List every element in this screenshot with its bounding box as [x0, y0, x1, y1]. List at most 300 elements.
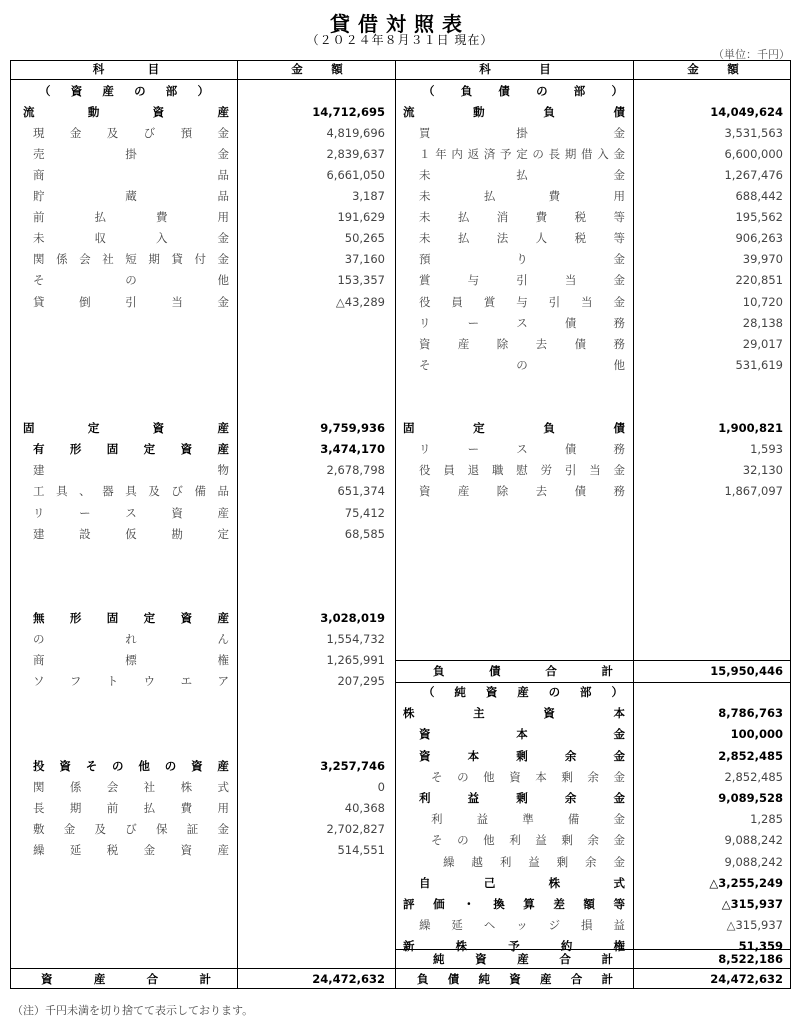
- net-assets-amount: 51,359: [738, 939, 783, 954]
- net-assets-label: [431, 809, 625, 830]
- label-char: の: [548, 685, 561, 699]
- label-char: 資: [180, 611, 193, 625]
- liabilities-row: [11, 228, 792, 249]
- label-char: 税: [574, 210, 587, 225]
- label-char: 株: [180, 779, 193, 794]
- label-char: 合: [559, 952, 571, 966]
- label-char: 払: [457, 210, 470, 225]
- liabilities-label: [419, 439, 625, 460]
- label-char: 流: [23, 104, 35, 119]
- assets-label: [33, 503, 229, 524]
- liabilities-amount: 6,600,000: [724, 146, 783, 161]
- label-char: 繰: [419, 918, 431, 933]
- header-kingaku-right-label: [673, 59, 753, 80]
- label-char: 貯: [33, 189, 45, 203]
- label-char: 産: [217, 104, 229, 119]
- label-char: 長: [548, 146, 561, 161]
- liabilities-row: [11, 397, 792, 418]
- label-char: 具: [56, 484, 68, 499]
- label-char: 金: [613, 748, 625, 763]
- label-char: 余: [564, 791, 577, 805]
- label-char: 式: [217, 779, 229, 794]
- label-char: 資: [41, 972, 53, 986]
- label-char: 益: [535, 833, 547, 848]
- liabilities-amount: 531,619: [735, 357, 783, 372]
- label-char: 部: [580, 685, 592, 699]
- label-char: 当: [171, 294, 183, 309]
- assets-amount: 3,028,019: [320, 611, 385, 625]
- label-char: 産: [93, 972, 106, 986]
- label-char: 払: [94, 210, 106, 225]
- assets-total-amount: 24,472,632: [312, 972, 385, 986]
- assets-amount: 3,187: [352, 189, 385, 203]
- liabilities-amount: 28,138: [742, 315, 783, 330]
- label-char: ー: [467, 442, 480, 457]
- label-char: 資: [419, 336, 431, 351]
- assets-amount: △43,289: [335, 294, 385, 309]
- label-char: 利: [499, 854, 512, 869]
- label-char: ・: [463, 897, 475, 911]
- label-char: 形: [69, 611, 82, 625]
- liabilities-row: [11, 481, 792, 502]
- label-char: 費: [180, 800, 193, 815]
- label-char: 計: [601, 664, 613, 678]
- liabilities-total-amount: 15,950,446: [710, 664, 783, 678]
- label-char: 他: [138, 758, 150, 773]
- label-char: 資: [419, 748, 431, 763]
- label-char: の: [457, 833, 469, 848]
- label-char: 自: [419, 875, 431, 890]
- label-char: 金: [613, 854, 625, 869]
- net-assets-amount: 2,852,485: [724, 769, 783, 784]
- label-char: の: [134, 83, 146, 98]
- liabilities-total-row: [11, 661, 792, 682]
- label-char: 金: [613, 463, 625, 478]
- label-char: 式: [613, 875, 625, 890]
- liabilities-amount: 195,562: [735, 210, 783, 225]
- liabilities-label: [419, 334, 625, 355]
- net-assets-label: [403, 703, 625, 724]
- liabilities-label: [419, 207, 625, 228]
- label-char: 資: [152, 104, 165, 119]
- net-assets-amount: 2,852,485: [718, 748, 783, 763]
- label-char: 予: [508, 939, 520, 954]
- label-char: 約: [560, 939, 573, 954]
- liabilities-row: [11, 102, 792, 123]
- liabilities-row: [11, 334, 792, 355]
- label-char: 剰: [516, 748, 528, 763]
- label-char: 現: [33, 125, 45, 140]
- label-char: 前: [33, 210, 45, 225]
- label-char: 金: [687, 62, 699, 76]
- label-char: 固: [106, 611, 119, 625]
- label-char: 付: [194, 252, 206, 267]
- label-char: そ: [419, 357, 431, 372]
- label-char: 株: [548, 875, 561, 890]
- label-char: 未: [419, 167, 431, 182]
- label-char: ジ: [548, 918, 561, 933]
- label-char: 定: [87, 421, 100, 436]
- net-assets-label: [419, 873, 625, 894]
- label-char: （: [423, 83, 435, 98]
- assets-amount: 2,839,637: [326, 146, 385, 161]
- label-char: 負: [543, 104, 555, 119]
- label-char: 他: [483, 769, 495, 784]
- label-char: 権: [217, 653, 229, 668]
- label-char: 債: [613, 104, 625, 119]
- liabilities-amount: 220,851: [735, 273, 783, 288]
- label-char: 人: [535, 231, 548, 246]
- grand-total-amount-cell: [633, 969, 791, 990]
- label-char: 本: [535, 769, 547, 784]
- assets-amount: 2,702,827: [326, 822, 385, 836]
- label-char: 売: [33, 146, 45, 161]
- label-char: ソ: [33, 674, 45, 689]
- label-char: ヘ: [483, 918, 496, 933]
- label-char: 期: [69, 800, 82, 815]
- assets-amount: 0: [377, 779, 385, 794]
- report-date: （２０２４年８月３１日 現在）: [306, 33, 494, 47]
- net-assets-row: [11, 852, 792, 873]
- label-char: 除: [496, 484, 509, 499]
- label-char: 金: [613, 167, 625, 182]
- label-char: 産: [217, 758, 229, 773]
- liabilities-amount: 10,720: [742, 294, 783, 309]
- net-assets-row: [11, 746, 792, 767]
- label-char: 産: [457, 484, 470, 499]
- label-char: 具: [125, 484, 137, 499]
- label-char: 産: [217, 611, 229, 625]
- label-char: 債: [564, 315, 577, 330]
- label-char: 債: [489, 664, 501, 678]
- assets-total-label: [41, 969, 211, 990]
- label-char: 賞: [483, 294, 496, 309]
- label-char: 産: [217, 843, 229, 858]
- header-kamoku-left: [11, 59, 237, 80]
- label-char: 資: [70, 83, 83, 98]
- label-char: 係: [69, 779, 82, 794]
- label-char: 純: [478, 972, 490, 986]
- liabilities-row: [11, 460, 792, 481]
- label-char: 金: [143, 843, 156, 858]
- assets-row: [11, 629, 792, 650]
- label-char: 設: [79, 526, 91, 541]
- assets-amount: 9,759,936: [320, 421, 385, 436]
- liabilities-label: [419, 292, 625, 313]
- label-char: 債: [447, 972, 460, 986]
- label-char: 標: [125, 653, 137, 668]
- label-char: 当: [581, 294, 593, 309]
- liabilities-label: [419, 228, 625, 249]
- label-char: そ: [85, 758, 98, 773]
- label-char: 繰: [443, 854, 455, 869]
- liabilities-amount: 39,970: [742, 252, 783, 267]
- label-char: 建: [33, 526, 45, 541]
- label-char: 品: [217, 167, 229, 182]
- label-char: 剰: [561, 769, 573, 784]
- label-char: 消: [496, 210, 509, 225]
- label-char: 価: [433, 897, 445, 911]
- label-char: の: [532, 146, 544, 161]
- label-char: そ: [431, 833, 443, 848]
- label-char: 器: [102, 484, 114, 499]
- label-char: の: [125, 273, 137, 288]
- label-char: 定: [473, 421, 485, 436]
- label-char: 金: [613, 727, 625, 742]
- label-char: 産: [102, 83, 114, 98]
- label-char: 定: [516, 146, 528, 161]
- label-char: 債: [574, 484, 587, 499]
- label-char: 会: [79, 252, 91, 267]
- net-assets-row: [11, 809, 792, 830]
- label-char: 余: [585, 854, 597, 869]
- label-char: 利: [431, 812, 443, 827]
- label-char: 金: [613, 146, 625, 161]
- label-char: 資: [485, 685, 498, 699]
- footnote: （注）千円未満を切り捨てて表示しております。: [12, 1004, 254, 1017]
- label-char: 流: [403, 104, 415, 119]
- label-char: 等: [613, 231, 625, 246]
- label-char: 掛: [516, 125, 528, 140]
- label-char: 税: [574, 231, 587, 246]
- net-assets-label: [419, 724, 625, 745]
- label-char: 金: [613, 273, 625, 288]
- assets-amount: 6,661,050: [326, 167, 385, 182]
- label-char: り: [516, 252, 528, 267]
- net-assets-section-title-row: [11, 682, 792, 703]
- assets-row: [11, 587, 792, 608]
- label-char: 未: [419, 231, 431, 246]
- label-char: 収: [94, 231, 106, 246]
- label-char: 金: [63, 822, 76, 836]
- label-char: ト: [106, 674, 119, 689]
- label-char: 当: [589, 463, 601, 478]
- label-char: 固: [106, 442, 119, 457]
- liabilities-row: [11, 207, 792, 228]
- liabilities-amount: 688,442: [735, 189, 783, 203]
- label-char: 金: [613, 294, 625, 309]
- label-char: 額: [727, 62, 739, 76]
- assets-amount: 68,585: [344, 526, 385, 541]
- label-char: の: [33, 632, 45, 647]
- label-char: 債: [498, 83, 510, 98]
- label-char: 会: [106, 779, 119, 794]
- label-char: 員: [443, 463, 455, 478]
- label-char: 目: [539, 62, 551, 76]
- label-char: フ: [69, 674, 82, 689]
- label-char: 前: [106, 800, 119, 815]
- liabilities-row: [11, 186, 792, 207]
- label-char: 産: [457, 336, 470, 351]
- label-char: 金: [291, 62, 303, 76]
- label-char: 倒: [79, 294, 91, 309]
- assets-amount: 1,265,991: [326, 653, 385, 668]
- label-char: 固: [403, 421, 415, 436]
- label-char: エ: [180, 674, 193, 689]
- label-char: 債: [613, 421, 625, 436]
- label-char: 建: [33, 463, 45, 478]
- label-char: 負: [460, 83, 473, 98]
- label-char: 金: [217, 294, 229, 309]
- label-char: ）: [611, 685, 623, 699]
- header-kingaku-right: [633, 59, 791, 80]
- label-char: び: [143, 125, 156, 140]
- label-char: 資: [419, 484, 431, 499]
- balance-sheet-table: [10, 60, 791, 989]
- assets-amount: 14,712,695: [312, 104, 385, 119]
- label-char: 等: [613, 210, 625, 225]
- label-char: 部: [165, 83, 178, 98]
- assets-label: [33, 608, 229, 629]
- label-char: 投: [33, 758, 45, 773]
- label-char: 部: [573, 83, 586, 98]
- label-char: 品: [217, 484, 229, 499]
- label-char: 準: [522, 812, 534, 827]
- label-char: 延: [451, 918, 463, 933]
- label-char: 保: [156, 822, 168, 836]
- label-char: 返: [467, 146, 480, 161]
- label-char: 引: [516, 273, 528, 288]
- liabilities-row: [11, 313, 792, 334]
- label-char: び: [125, 822, 137, 836]
- label-char: 金: [613, 252, 625, 267]
- label-char: 入: [597, 146, 609, 161]
- label-char: 益: [528, 854, 540, 869]
- label-char: 合: [570, 972, 583, 986]
- label-char: 債: [574, 336, 587, 351]
- label-char: の: [457, 769, 469, 784]
- label-char: の: [536, 83, 548, 98]
- label-char: 資: [475, 952, 487, 966]
- net-assets-amount: 8,786,763: [718, 706, 783, 721]
- assets-amount: 37,160: [344, 252, 385, 267]
- label-char: 益: [476, 812, 489, 827]
- liabilities-amount: 29,017: [742, 336, 783, 351]
- assets-amount: 75,412: [344, 505, 385, 520]
- label-char: 金: [217, 231, 229, 246]
- label-char: 関: [33, 252, 45, 267]
- label-char: 損: [581, 918, 593, 933]
- assets-amount: 651,374: [337, 484, 385, 499]
- label-char: ス: [125, 505, 137, 520]
- label-char: 商: [33, 167, 45, 182]
- label-char: ウ: [143, 674, 156, 689]
- label-char: 労: [540, 463, 553, 478]
- label-char: 金: [613, 791, 625, 805]
- net-assets-amount: 1,285: [750, 812, 783, 827]
- liabilities-amount: 14,049,624: [710, 104, 783, 119]
- assets-label: [33, 524, 229, 545]
- liabilities-label: [419, 481, 625, 502]
- label-char: 預: [419, 252, 431, 267]
- label-char: 計: [601, 952, 613, 966]
- label-char: 合: [146, 972, 159, 986]
- label-char: 費: [548, 189, 561, 203]
- grand-total-label: [417, 969, 613, 990]
- label-char: 計: [601, 972, 613, 986]
- liabilities-label: [419, 313, 625, 334]
- label-char: 貸: [171, 252, 183, 267]
- label-char: れ: [125, 632, 137, 647]
- label-char: 職: [491, 463, 504, 478]
- label-char: 資: [191, 758, 203, 773]
- liabilities-total-label: [433, 661, 613, 682]
- label-char: 品: [217, 189, 229, 203]
- label-char: 産: [217, 421, 229, 436]
- net-assets-label: [419, 746, 625, 767]
- label-char: 純: [454, 685, 466, 699]
- label-char: 務: [613, 336, 625, 351]
- label-char: 費: [535, 210, 548, 225]
- label-char: 金: [217, 822, 229, 836]
- label-char: ア: [217, 674, 229, 689]
- label-char: 仮: [125, 526, 137, 541]
- liabilities-label: [419, 355, 625, 376]
- header-kamoku-right: [395, 59, 633, 80]
- label-char: ）: [611, 83, 623, 98]
- liabilities-row: [11, 249, 792, 270]
- assets-row: [11, 545, 792, 566]
- label-char: 証: [186, 822, 199, 836]
- label-char: 未: [33, 231, 45, 246]
- label-char: 純: [433, 952, 445, 966]
- label-char: 己: [483, 875, 496, 890]
- label-char: 未: [419, 210, 431, 225]
- net-assets-total-amount: 8,522,186: [718, 952, 783, 966]
- liabilities-row: [11, 292, 792, 313]
- label-char: 目: [147, 62, 160, 76]
- label-char: 額: [331, 62, 343, 76]
- label-char: 金: [613, 833, 625, 848]
- net-assets-section-title: [423, 682, 623, 703]
- net-assets-amount: 9,088,242: [724, 854, 783, 869]
- liabilities-row: [11, 355, 792, 376]
- assets-amount: 3,474,170: [320, 442, 385, 457]
- label-char: 本: [467, 748, 480, 763]
- assets-amount: 50,265: [344, 231, 385, 246]
- label-char: 金: [613, 812, 625, 827]
- label-char: 務: [613, 484, 625, 499]
- label-char: 額: [583, 897, 595, 911]
- label-char: 株: [455, 939, 468, 954]
- net-assets-amount: △3,255,249: [709, 875, 783, 890]
- assets-amount: 4,819,696: [326, 125, 385, 140]
- label-char: 資: [171, 505, 183, 520]
- net-assets-label: [431, 767, 625, 788]
- net-assets-row: [11, 788, 792, 809]
- liabilities-label: [419, 186, 625, 207]
- liabilities-label: [419, 123, 625, 144]
- label-char: 商: [33, 653, 45, 668]
- label-char: １: [419, 146, 431, 161]
- label-char: 及: [94, 822, 106, 836]
- label-char: 余: [564, 748, 577, 763]
- label-char: 本: [613, 706, 625, 721]
- label-char: 余: [587, 769, 599, 784]
- label-char: 工: [33, 484, 45, 499]
- label-char: 蔵: [125, 189, 137, 203]
- assets-amount: 2,678,798: [326, 463, 385, 478]
- label-char: 与: [467, 273, 480, 288]
- label-char: （: [39, 83, 51, 98]
- label-char: 及: [106, 125, 119, 140]
- label-char: 引: [548, 294, 561, 309]
- assets-label: [33, 629, 229, 650]
- label-char: 貸: [33, 294, 45, 309]
- label-char: 定: [143, 611, 156, 625]
- label-char: 剰: [561, 833, 573, 848]
- label-char: 繰: [33, 843, 45, 858]
